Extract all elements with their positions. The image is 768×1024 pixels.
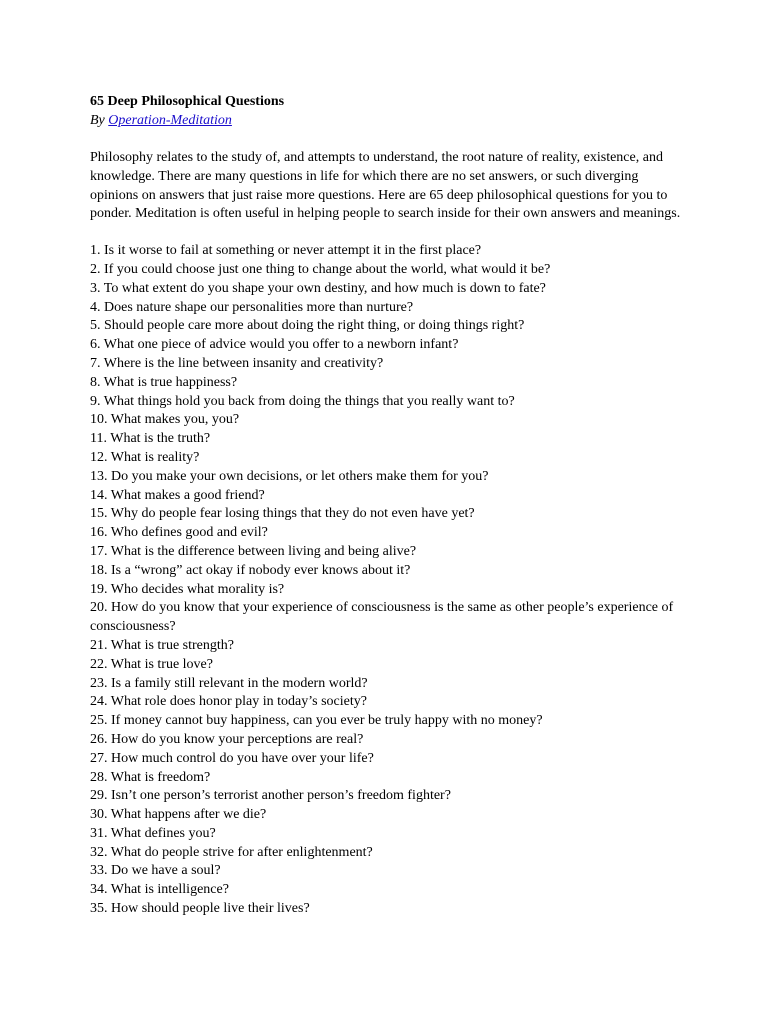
question-item: 17. What is the difference between living and being alive? (90, 543, 417, 559)
question-item: 34. What is intelligence? (90, 882, 229, 898)
question-item: 15. Why do people fear losing things that they do not even have yet? (90, 506, 475, 522)
byline-prefix: By (90, 113, 109, 128)
question-item: 2. If you could choose just one thing to change about the world, what would it be? (90, 261, 551, 277)
question-item: 35. How should people live their lives? (90, 901, 310, 917)
question-item: 3. To what extent do you shape your own destiny, and how much is down to fate? (90, 280, 546, 296)
question-item: 30. What happens after we die? (90, 807, 267, 823)
question-item: 10. What makes you, you? (90, 412, 240, 428)
question-item: 33. Do we have a soul? (90, 863, 221, 879)
question-item: 12. What is reality? (90, 449, 200, 465)
question-item: 11. What is the truth? (90, 431, 211, 447)
question-item: 18. Is a “wrong” act okay if nobody ever knows about it? (90, 562, 411, 578)
question-item: 26. How do you know your perceptions are real? (90, 731, 364, 747)
question-item: 31. What defines you? (90, 825, 216, 841)
question-item: 28. What is freedom? (90, 769, 211, 785)
question-item: 22. What is true love? (90, 656, 213, 672)
question-item: 14. What makes a good friend? (90, 487, 265, 503)
question-item: 16. Who defines good and evil? (90, 525, 268, 541)
question-item: 6. What one piece of advice would you offer to a newborn infant? (90, 337, 459, 353)
author-link[interactable]: Operation-Meditation (108, 113, 232, 128)
question-item: 24. What role does honor play in today’s society? (90, 694, 367, 710)
question-item: 4. Does nature shape our personalities more than nurture? (90, 299, 414, 315)
question-item: 21. What is true strength? (90, 637, 234, 653)
byline (90, 111, 690, 130)
document-title: 65 Deep Philosophical Questions (90, 94, 285, 109)
question-item: 32. What do people strive for after enlightenment? (90, 844, 373, 860)
question-list (90, 242, 690, 919)
document-page (90, 92, 690, 919)
intro-paragraph: Philosophy relates to the study of, and attempts to understand, the root nature of reality, existence, and knowledge. There are many questions in life for which there are no set answers, or such diverging opinions on answers that just raise more questions. Here are 65 deep philosophical questions for you to ponder. Meditation is often useful in helping people to search inside for their own answers and meanings. (90, 150, 681, 222)
question-item: 20. How do you know that your experience of consciousness is the same as other people’s experience of consciousness? (90, 600, 674, 635)
question-item: 23. Is a family still relevant in the modern world? (90, 675, 368, 691)
question-item: 9. What things hold you back from doing the things that you really want to? (90, 393, 515, 409)
question-item: 7. Where is the line between insanity and creativity? (90, 355, 384, 371)
question-item: 8. What is true happiness? (90, 374, 238, 390)
question-item: 27. How much control do you have over your life? (90, 750, 374, 766)
question-item: 25. If money cannot buy happiness, can you ever be truly happy with no money? (90, 713, 543, 729)
question-item: 13. Do you make your own decisions, or let others make them for you? (90, 468, 489, 484)
question-item: 19. Who decides what morality is? (90, 581, 285, 597)
question-item: 5. Should people care more about doing the right thing, or doing things right? (90, 318, 525, 334)
question-item: 29. Isn’t one person’s terrorist another person’s freedom fighter? (90, 788, 451, 804)
question-item: 1. Is it worse to fail at something or never attempt it in the first place? (90, 243, 482, 259)
